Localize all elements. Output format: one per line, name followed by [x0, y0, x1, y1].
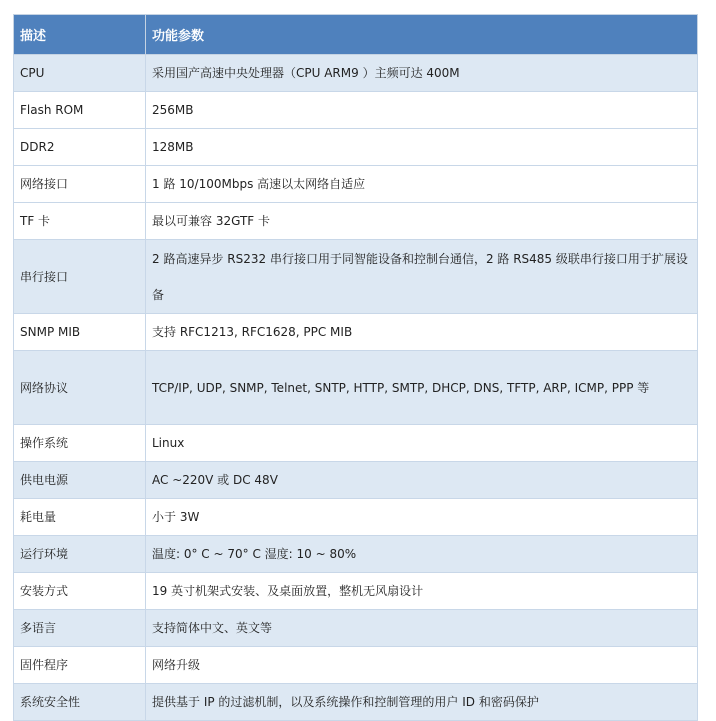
table-row — [14, 425, 698, 462]
table-row — [14, 647, 698, 684]
row-value: 2 路高速异步 RS232 串行接口用于同智能设备和控制台通信，2 路 RS485 级联串行接口用于扩展设备 — [146, 240, 698, 314]
row-value: Linux — [146, 425, 698, 462]
table-row — [14, 573, 698, 610]
row-value: 最以可兼容 32GTF 卡 — [146, 203, 698, 240]
row-value: 1 路 10/100Mbps 高速以太网络自适应 — [146, 166, 698, 203]
row-label: 固件程序 — [14, 647, 146, 684]
table-row — [14, 351, 698, 425]
table-row — [14, 610, 698, 647]
row-value: 小于 3W — [146, 499, 698, 536]
row-label: 系统安全性 — [14, 684, 146, 721]
row-label: 串行接口 — [14, 240, 146, 314]
row-value: 网络升级 — [146, 647, 698, 684]
header-description: 描述 — [14, 15, 146, 55]
row-value: 采用国产高速中央处理器（CPU ARM9 ）主频可达 400M — [146, 55, 698, 92]
table-row — [14, 462, 698, 499]
row-label: 网络协议 — [14, 351, 146, 425]
row-value: 温度: 0° C ~ 70° C 湿度: 10 ~ 80% — [146, 536, 698, 573]
header-parameters: 功能参数 — [146, 15, 698, 55]
row-label: 供电电源 — [14, 462, 146, 499]
row-label: 多语言 — [14, 610, 146, 647]
table-row — [14, 166, 698, 203]
table-row — [14, 499, 698, 536]
row-label: 耗电量 — [14, 499, 146, 536]
row-value: 支持简体中文、英文等 — [146, 610, 698, 647]
row-label: TF 卡 — [14, 203, 146, 240]
row-label: DDR2 — [14, 129, 146, 166]
row-value: 256MB — [146, 92, 698, 129]
row-label: 安装方式 — [14, 573, 146, 610]
row-label: SNMP MIB — [14, 314, 146, 351]
row-label: 运行环境 — [14, 536, 146, 573]
row-value: 提供基于 IP 的过滤机制，以及系统操作和控制管理的用户 ID 和密码保护 — [146, 684, 698, 721]
row-value: TCP/IP, UDP, SNMP, Telnet, SNTP, HTTP, SMTP, DHCP, DNS, TFTP, ARP, ICMP, PPP 等 — [146, 351, 698, 425]
spec-table — [13, 14, 698, 721]
row-value: 19 英寸机架式安装、及桌面放置，整机无风扇设计 — [146, 573, 698, 610]
header-row — [14, 15, 698, 55]
table-row — [14, 55, 698, 92]
table-row — [14, 92, 698, 129]
table-row — [14, 240, 698, 314]
row-value: 支持 RFC1213, RFC1628, PPC MIB — [146, 314, 698, 351]
table-row — [14, 536, 698, 573]
table-row — [14, 684, 698, 721]
table-row — [14, 314, 698, 351]
row-label: CPU — [14, 55, 146, 92]
row-label: 网络接口 — [14, 166, 146, 203]
table-row — [14, 129, 698, 166]
row-label: 操作系统 — [14, 425, 146, 462]
table-row — [14, 203, 698, 240]
row-label: Flash ROM — [14, 92, 146, 129]
row-value: AC ~220V 或 DC 48V — [146, 462, 698, 499]
row-value: 128MB — [146, 129, 698, 166]
